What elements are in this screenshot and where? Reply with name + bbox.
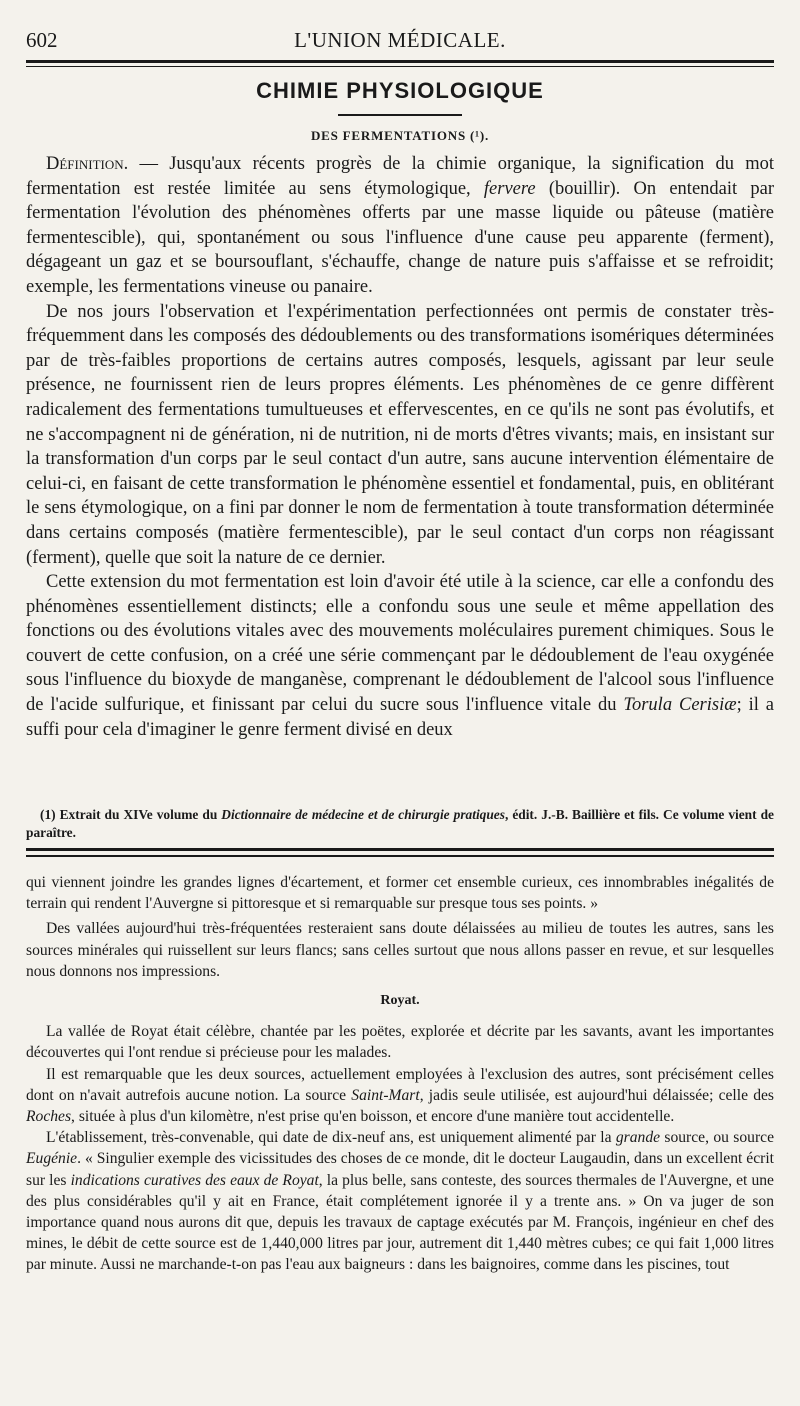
article-paragraph-1	[26, 152, 774, 300]
italic-term: grande	[615, 1129, 661, 1147]
header-rule	[26, 60, 774, 63]
title-rule	[338, 114, 462, 116]
text-run: (1) Extrait du XIVe volume du	[40, 807, 222, 822]
feuilleton-paragraph-3: La vallée de Royat était célèbre, chantée par les poëtes, explorée et décrite par les savants, avant les importantes découvertes qui l'ont rendue si précieuse pour les malades.	[26, 1023, 774, 1062]
royat-heading: Royat.	[380, 993, 420, 1009]
header-rule-thin	[26, 66, 774, 67]
italic-term: Eugénie	[26, 1150, 78, 1168]
italic-term: Torula Cerisiæ	[623, 695, 737, 716]
footnote-text	[26, 806, 774, 842]
italic-term: Saint-Mart	[351, 1086, 420, 1104]
italic-term: Dictionnaire de médecine et de chirurgie pratiques	[221, 807, 505, 822]
footnote	[26, 806, 774, 842]
feuilleton-paragraph-4	[26, 1064, 774, 1128]
text-run: , située à plus d'un kilomètre, n'est prise qu'en boisson, et encore d'une manière tout accidentelle.	[71, 1108, 675, 1126]
text-run: . « Singulier exemple des vicissitudes des choses de ce monde, dit le docteur Laugaudin, dans un excellent écrit sur les	[26, 1150, 774, 1189]
definition-label: Définition.	[46, 154, 129, 174]
text-run: , la plus belle, sans conteste, des sources thermales de l'Auvergne, et une des plus considérables qu'il y ait en France, était complétement ignorée il y a trente ans. » On va juger de son importance quand nous aurons dit que, depuis les travaux de captage exécutés par M. François, ingénieur en chef des mines, le débit de cette source est de 1,440,000 litres par jour, autrement dit 1,440 mètres cubes; ce qui fait 1,000 litres par minute. Aussi ne marchande-t-on pas l'eau aux baigneurs : dans les baignoires, comme dans les piscines, tout	[26, 1171, 774, 1274]
text-run: ; il a suffi pour cela d'imaginer le genre ferment divisé en deux	[26, 695, 775, 740]
article-paragraph-2: De nos jours l'observation et l'expérimentation perfectionnées ont permis de constater très-fréquemment dans les composés des dédoublements ou des transformations isomériques déterminées par de très-faibles proportions de certains autres composés, lesquels, agissant par leur seule présence, ne fournissent rien de leurs propres éléments. Les phénomènes de ce genre diffèrent radicalement des fermentations tumultueuses et effervescentes, en ce qu'ils ne sont pas évolutifs, et ne s'accompagnent ni de génération, ni de nutrition, ni de morts d'êtres vivants; mais, en insistant sur la transformation d'un corps par le seul contact d'un autre, sans aucune intervention élémentaire de celui-ci, en faisant de cette transformation le phénomène essentiel et fondamental, puis, en oblitérant le sens étymologique, on a fini par donner le nom de fermentation à toute transformation déterminée dans certains composés (matière fermentescible), par le seul contact d'un corps non réagissant (ferment), quelle que soit la nature de ce dernier.	[26, 301, 774, 568]
text-run: , édit. J.-B. Baillière et fils. Ce volume vient de paraître.	[26, 807, 774, 840]
article-subtitle: DES FERMENTATIONS (¹).	[310, 128, 490, 143]
text-run: — Jusqu'aux récents progrès de la chimie organique, la signification du mot fermentation est restée limitée au sens étymologique,	[26, 154, 774, 199]
text-run: Il est remarquable que les deux sources, actuellement employées à l'exclusion des autres, sont précisément celles dont on n'avait autrefois aucune notion. La source	[26, 1065, 774, 1104]
text-run: , jadis seule utilisée, est aujourd'hui délaissée; celle des	[419, 1086, 774, 1104]
separator-rule-2	[26, 855, 774, 857]
separator-rule	[26, 848, 774, 851]
feuilleton-body	[26, 872, 774, 1276]
text-run: source, ou source	[660, 1129, 774, 1147]
feuilleton-paragraph-2: Des vallées aujourd'hui très-fréquentées resteraient sans doute délaissées au milieu de toutes les autres, sans les sources minérales qui ruissellent sur leurs flancs; sans celles surtout que nous allons passer en revue, et sur lesquelles nous donnons nos impressions.	[26, 920, 774, 980]
italic-term: fervere	[483, 178, 536, 199]
section-title: CHIMIE PHYSIOLOGIQUE	[256, 78, 544, 103]
text-run: (bouillir). On entendait par fermentation l'évolution des phénomènes offerts par une masse liquide ou pâteuse (matière fermentescible), qui, spontanément ou sous l'influence d'une cause peu apparente (ferment), dégageant un gaz et se boursouflant, s'échauffe, change de nature puis s'affaisse et se refroidit; exemple, les fermentations vineuse ou panaire.	[26, 178, 775, 297]
text-run: L'établissement, très-convenable, qui date de dix-neuf ans, est uniquement alimenté par la	[46, 1129, 616, 1147]
journal-title: L'UNION MÉDICALE.	[294, 28, 506, 52]
feuilleton-paragraph-1: qui viennent joindre les grandes lignes d'écartement, et former cet ensemble curieux, ces innombrables inégalités de terrain qui rendent l'Auvergne si pittoresque et si remarquable sur presque tous ses points. »	[26, 874, 774, 913]
italic-term: Roches	[26, 1108, 72, 1126]
article-body	[26, 152, 774, 742]
feuilleton-paragraph-5	[26, 1127, 774, 1275]
text-run: Cette extension du mot fermentation est loin d'avoir été utile à la science, car elle a confondu des phénomènes essentiellement distincts; elle a confondu sous une seule et même appellation des fonctions ou des évolutions vitales avec des mouvements moléculaires purement chimiques. Sous le couvert de cette confusion, on a créé une série commençant par le dédoublement de l'eau oxygénée sous l'influence du bioxyde de manganèse, comprenant le dédoublement de l'alcool sous l'influence de l'acide sulfurique, et finissant par celui du sucre sous l'influence vitale du	[26, 572, 774, 716]
article-paragraph-3	[26, 570, 774, 742]
page-number: 602	[26, 28, 58, 52]
running-head	[26, 28, 774, 58]
italic-term: indications curatives des eaux de Royat	[70, 1171, 319, 1189]
